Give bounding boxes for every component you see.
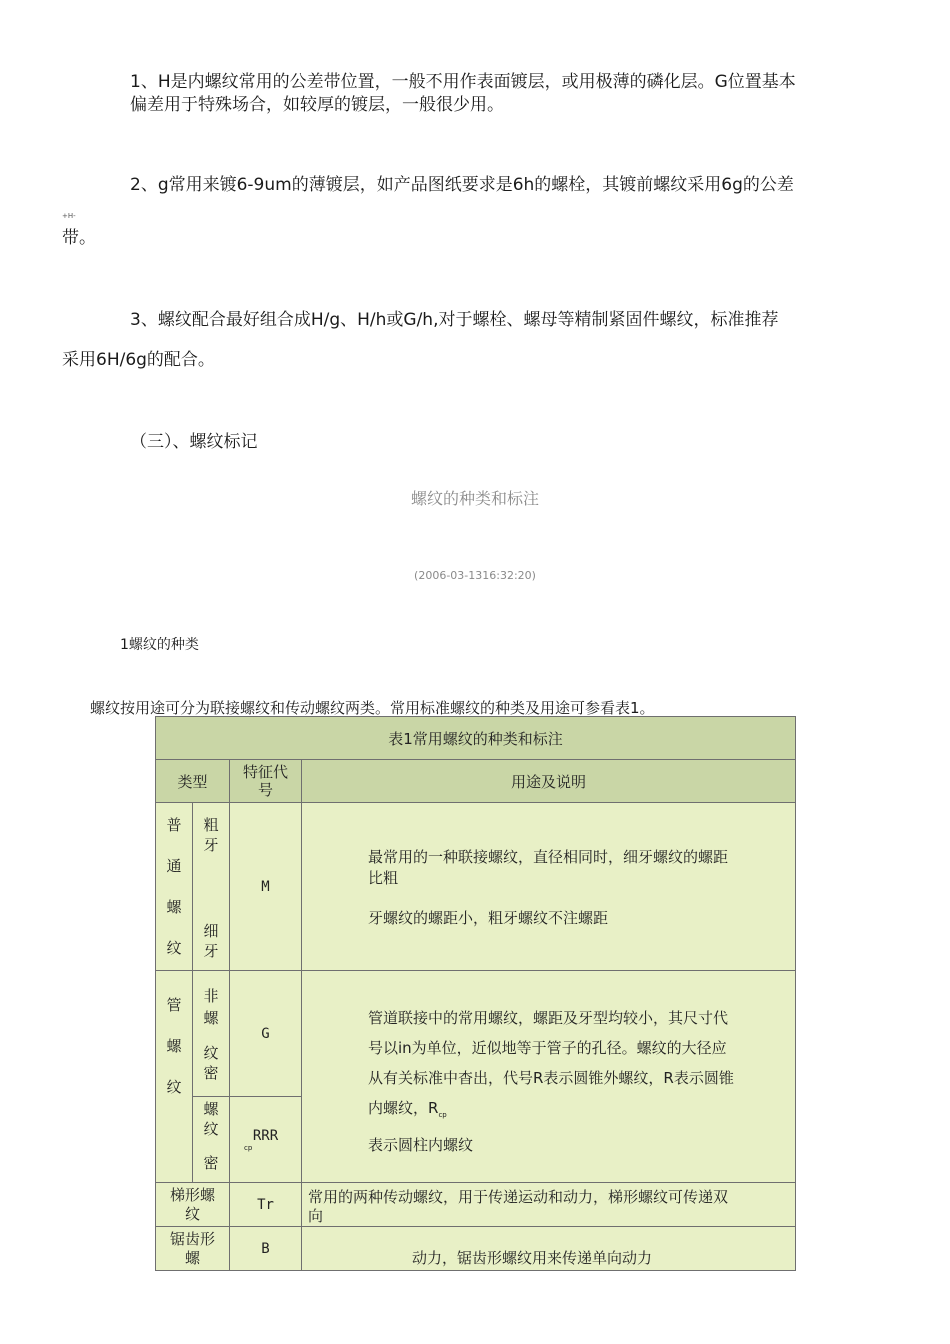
pipe-char-2: 螺 xyxy=(166,1037,182,1055)
nonseal-line-3: 纹密 xyxy=(203,1044,219,1082)
pipe-group-label xyxy=(156,971,193,1183)
buttress-name-line-1: 锯齿形 xyxy=(169,1229,215,1248)
trapezoid-name-line-2: 纹 xyxy=(184,1204,200,1223)
seal-line-2: 纹 xyxy=(203,1120,219,1138)
header-code xyxy=(230,760,302,803)
paragraph-2-mark: +H- xyxy=(62,212,76,220)
ordinary-desc-line-2: 比粗 xyxy=(368,869,399,887)
buttress-name xyxy=(156,1227,230,1271)
paragraph-1-line-2: 偏差用于特殊场合，如较厚的镀层，一般很少用。 xyxy=(130,95,504,115)
trapezoid-name xyxy=(156,1183,230,1227)
pipe-code-r xyxy=(230,1097,302,1183)
pipe-code-g: G xyxy=(230,971,302,1097)
ordinary-char-4: 纹 xyxy=(166,938,182,957)
paragraph-1-line-1: 1、H是内螺纹常用的公差带位置，一般不用作表面镀层，或用极薄的磷化层。G位置基本 xyxy=(130,72,796,92)
ordinary-desc-line-3: 牙螺纹的螺距小，粗牙螺纹不注螺距 xyxy=(368,909,609,927)
header-code-line-2: 号 xyxy=(257,781,273,799)
article-intro: 螺纹按用途可分为联接螺纹和传动螺纹两类。常用标准螺纹的种类及用途可参看表1。 xyxy=(90,699,655,717)
table-caption: 表1常用螺纹的种类和标注 xyxy=(156,717,796,760)
ordinary-char-3: 螺 xyxy=(166,897,182,916)
trapezoid-description xyxy=(302,1183,796,1227)
coarse-line-2: 牙 xyxy=(203,836,219,854)
paragraph-3-line-1: 3、螺纹配合最好组合成H/g、H/h或G/h,对于螺栓、螺母等精制紧固件螺纹，标准推荐 xyxy=(130,310,779,330)
ordinary-char-2: 通 xyxy=(166,856,182,875)
pipe-char-3: 纹 xyxy=(166,1078,182,1096)
pipe-desc-line-1: 管道联接中的常用螺纹，螺距及牙型均较小，其尺寸代 xyxy=(368,1009,729,1027)
header-type: 类型 xyxy=(156,760,230,803)
paragraph-3-line-2: 采用6H/6g的配合。 xyxy=(62,350,215,370)
pipe-seal-label xyxy=(193,1097,230,1183)
table-caption-row xyxy=(156,717,796,760)
trapezoid-name-line-1: 梯形螺 xyxy=(169,1185,215,1204)
seal-line-1: 螺 xyxy=(203,1100,219,1118)
pipe-desc-line-4 xyxy=(368,1093,795,1130)
seal-line-3: 密 xyxy=(203,1154,219,1172)
table-header-row xyxy=(156,760,796,803)
fine-line-2: 牙 xyxy=(203,942,219,960)
article-subheading: 1螺纹的种类 xyxy=(120,637,199,653)
section-heading: （三）、螺纹标记 xyxy=(130,432,258,452)
pipe-nonseal-label xyxy=(193,971,230,1097)
buttress-name-line-2: 螺 xyxy=(184,1248,200,1267)
coarse-line-1: 粗 xyxy=(203,816,219,834)
table-row-pipe-nonseal xyxy=(156,971,796,1097)
nonseal-line-1: 非 xyxy=(203,987,219,1005)
pipe-desc-line-4-sub: cp xyxy=(438,1111,447,1119)
fine-line-1: 细 xyxy=(203,922,219,940)
pipe-description xyxy=(302,971,796,1183)
paragraph-2-line-2: 带。 xyxy=(62,228,96,248)
pipe-desc-line-2: 号以in为单位，近似地等于管子的孔径。螺纹的大径应 xyxy=(368,1039,727,1057)
buttress-code: B xyxy=(230,1227,302,1271)
table-row-buttress xyxy=(156,1227,796,1271)
ordinary-desc-line-1: 最常用的一种联接螺纹，直径相同时，细牙螺纹的螺距 xyxy=(368,848,729,866)
pipe-code-r-sub: cp xyxy=(244,1143,253,1152)
trapezoid-desc-line-1: 常用的两种传动螺纹，用于传递运动和动力，梯形螺纹可传递双 xyxy=(308,1188,729,1206)
thread-types-table xyxy=(155,716,796,1271)
pipe-desc-line-4-text: 内螺纹，R xyxy=(368,1099,439,1117)
pipe-desc-line-3: 从有关标准中杳出，代号R表示圆锥外螺纹，R表示圆锥 xyxy=(368,1069,734,1087)
table-row-trapezoid xyxy=(156,1183,796,1227)
article-date: (2006-03-1316:32:20) xyxy=(414,569,536,582)
paragraph-2-line-1: 2、g常用来镀6-9um的薄镀层，如产品图纸要求是6h的螺栓，其镀前螺纹采用6g的公差 xyxy=(130,175,794,195)
trapezoid-code: Tr xyxy=(230,1183,302,1227)
fine-label xyxy=(193,921,229,961)
ordinary-code: M xyxy=(230,803,302,971)
ordinary-group-label xyxy=(156,803,193,971)
buttress-description: 动力，锯齿形螺纹用来传递单向动力 xyxy=(302,1227,796,1271)
ordinary-subtypes xyxy=(193,803,230,971)
header-code-line-1: 特征代 xyxy=(242,763,288,781)
nonseal-line-2: 螺 xyxy=(203,1009,219,1027)
header-usage: 用途及说明 xyxy=(302,760,796,803)
pipe-code-r-text: RRR xyxy=(252,1127,279,1144)
article-title: 螺纹的种类和标注 xyxy=(410,489,539,508)
ordinary-char-1: 普 xyxy=(166,815,182,834)
trapezoid-desc-line-2: 向 xyxy=(308,1207,324,1225)
pipe-desc-line-5: 表示圆柱内螺纹 xyxy=(368,1136,474,1154)
table-row-ordinary xyxy=(156,803,796,971)
coarse-label xyxy=(193,815,229,855)
ordinary-description xyxy=(302,803,796,971)
pipe-char-1: 管 xyxy=(166,996,182,1014)
